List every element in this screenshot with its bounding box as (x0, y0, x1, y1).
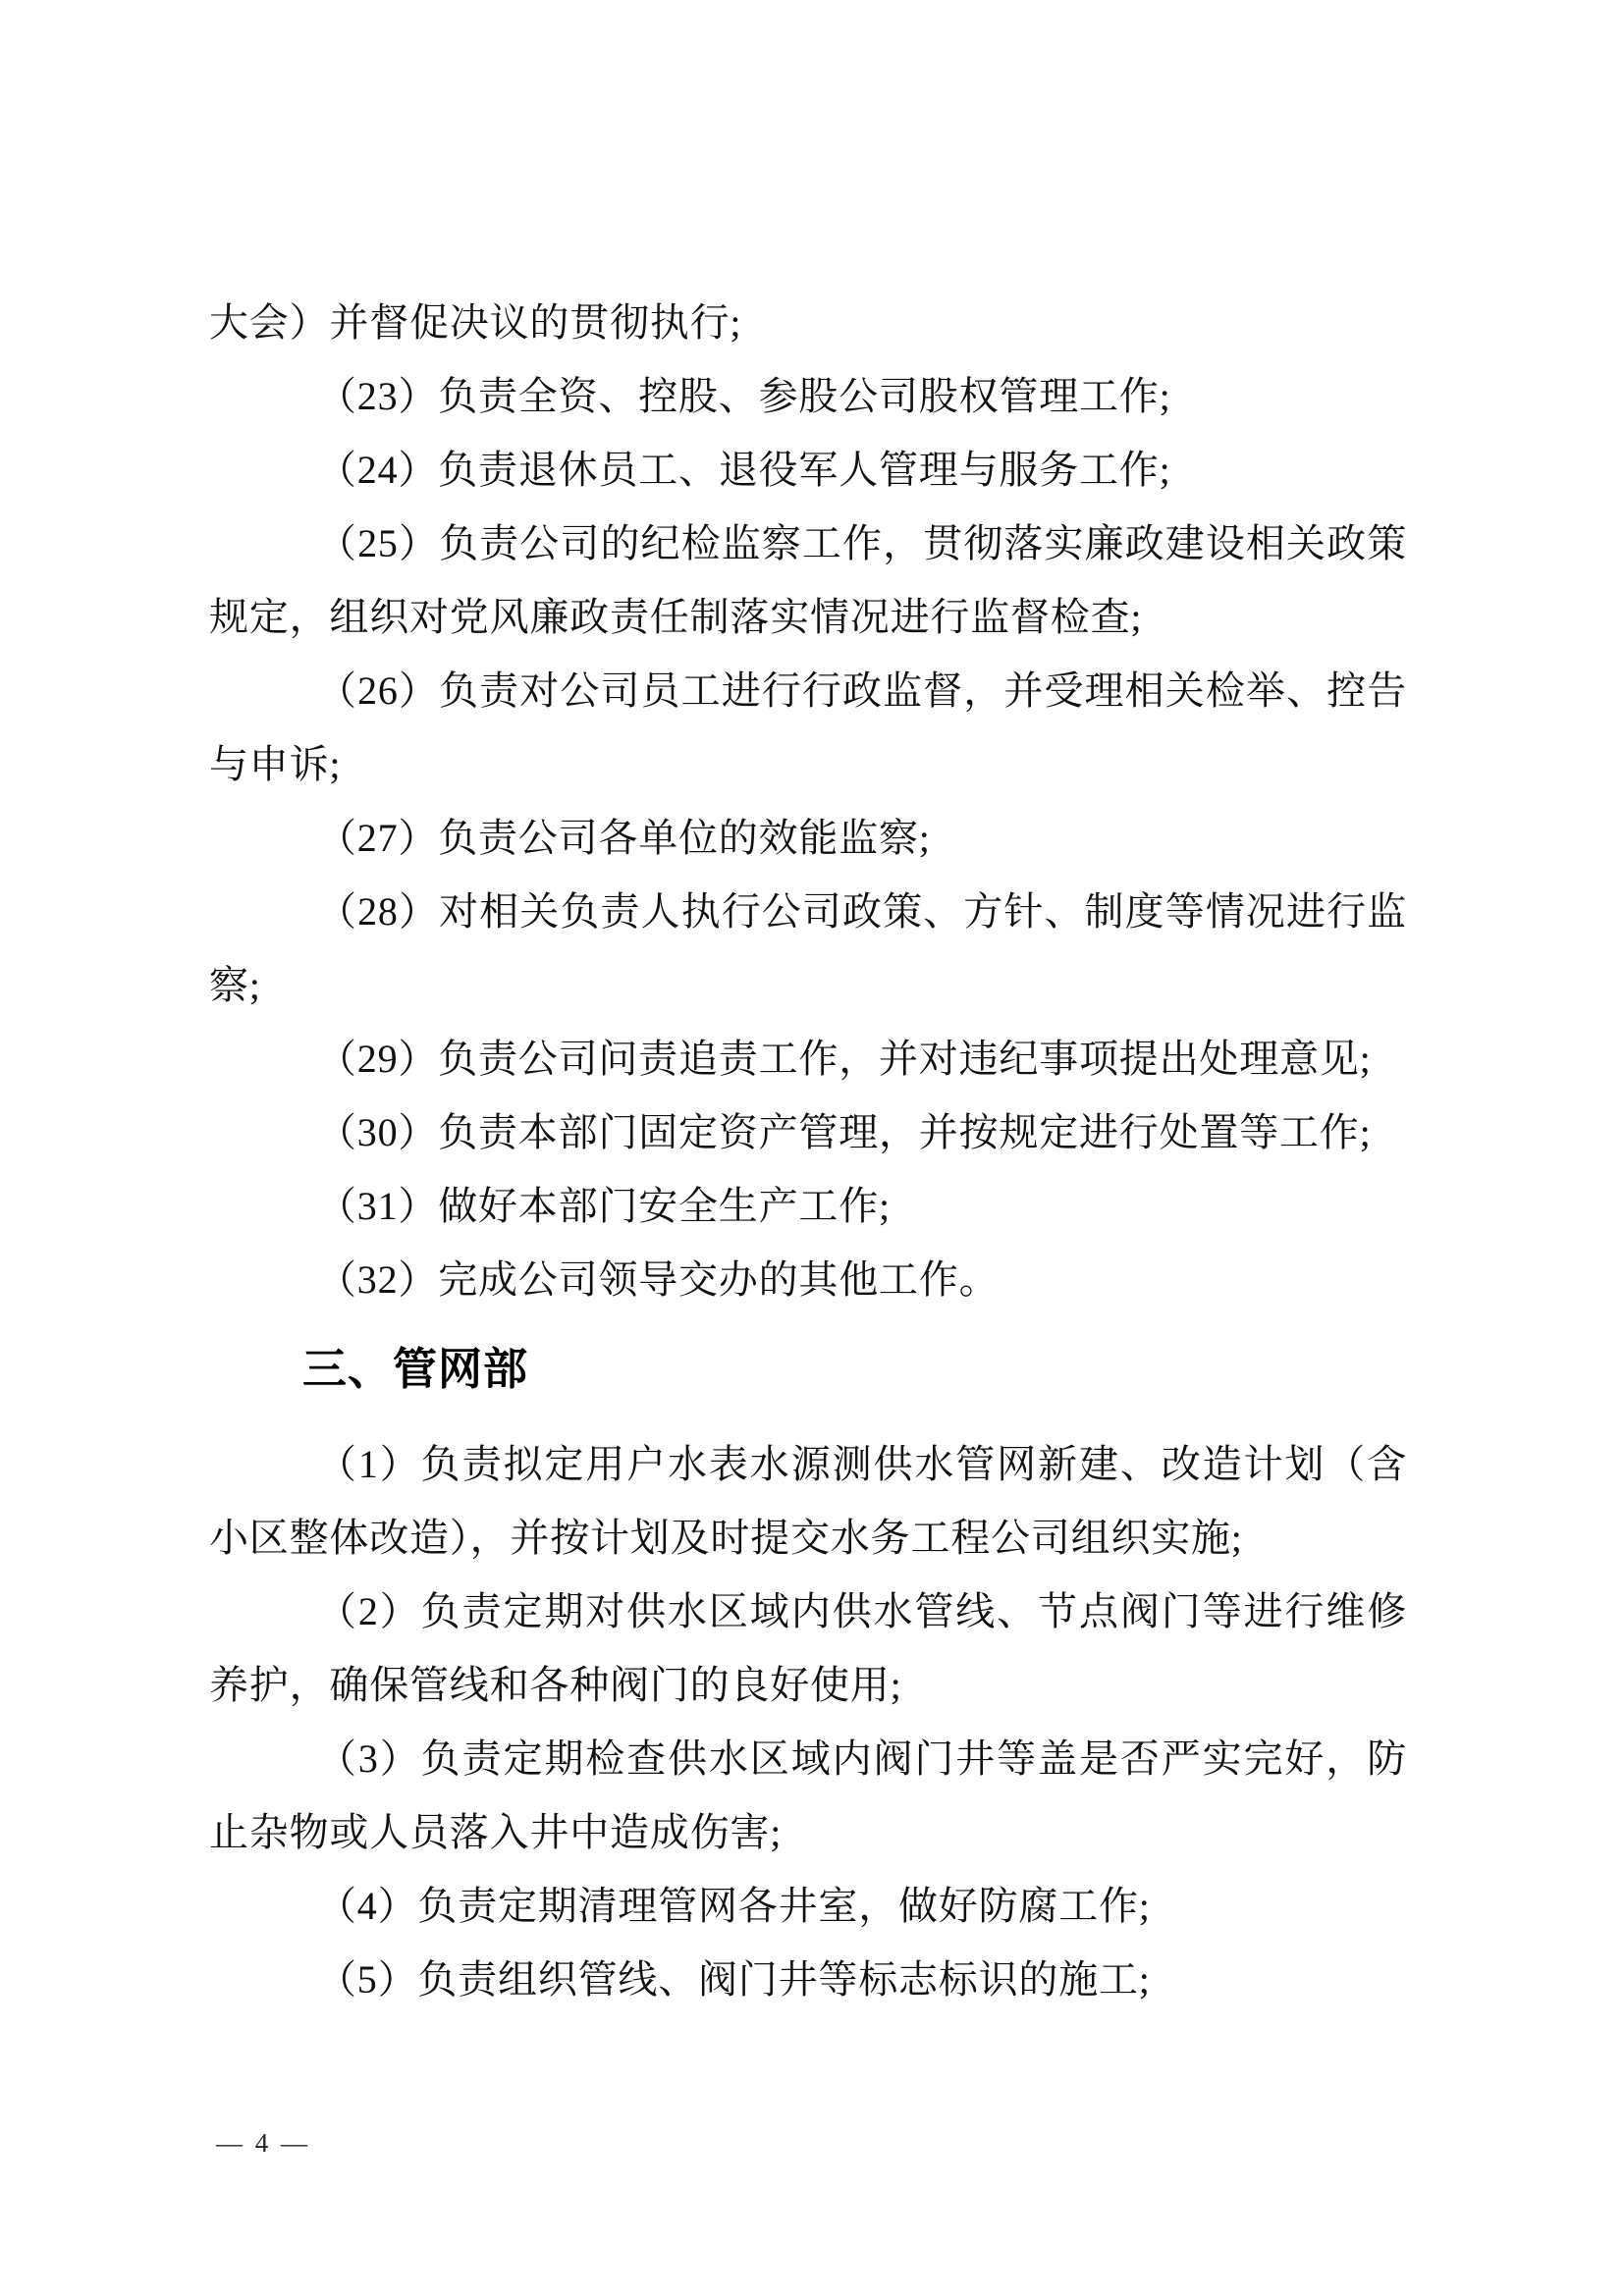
paragraph: （28）对相关负责人执行公司政策、方针、制度等情况进行监察; (209, 889, 1407, 1007)
paragraph: （29）负责公司问责追责工作，并对违纪事项提出处理意见; (317, 1037, 1372, 1081)
paragraph: （2）负责定期对供水区域内供水管线、节点阀门等进行维修养护，确保管线和各种阀门的良好使用; (209, 1589, 1407, 1707)
page-number: — 4 — (216, 2128, 310, 2158)
paragraph: 大会）并督促决议的贯彻执行; (209, 300, 742, 345)
paragraph: （4）负责定期清理管网各井室，做好防腐工作; (317, 1884, 1151, 1928)
paragraph: （3）负责定期检查供水区域内阀门井等盖是否严实完好，防止杂物或人员落入井中造成伤害; (209, 1736, 1407, 1854)
paragraph: （25）负责公司的纪检监察工作，贯彻落实廉政建设相关政策规定，组织对党风廉政责任制落实情况进行监督检查; (209, 521, 1407, 639)
paragraph: （27）负责公司各单位的效能监察; (317, 816, 931, 860)
paragraph: （5）负责组织管线、阀门井等标志标识的施工; (317, 1957, 1151, 2002)
paragraph: （30）负责本部门固定资产管理，并按规定进行处置等工作; (317, 1110, 1372, 1154)
paragraph: （31）做好本部门安全生产工作; (317, 1184, 891, 1228)
paragraph: （23）负责全资、控股、参股公司股权管理工作; (317, 374, 1171, 418)
document-body (209, 0, 1407, 2016)
paragraph: （32）完成公司领导交办的其他工作。 (317, 1257, 1000, 1302)
paragraph: （24）负责退休员工、退役军人管理与服务工作; (317, 448, 1171, 492)
paragraph: （26）负责对公司员工进行行政监督，并受理相关检举、控告与申诉; (209, 668, 1407, 786)
paragraph: （1）负责拟定用户水表水源测供水管网新建、改造计划（含小区整体改造），并按计划及时提交水务工程公司组织实施; (209, 1442, 1407, 1560)
section-heading: 三、管网部 (302, 1344, 529, 1394)
